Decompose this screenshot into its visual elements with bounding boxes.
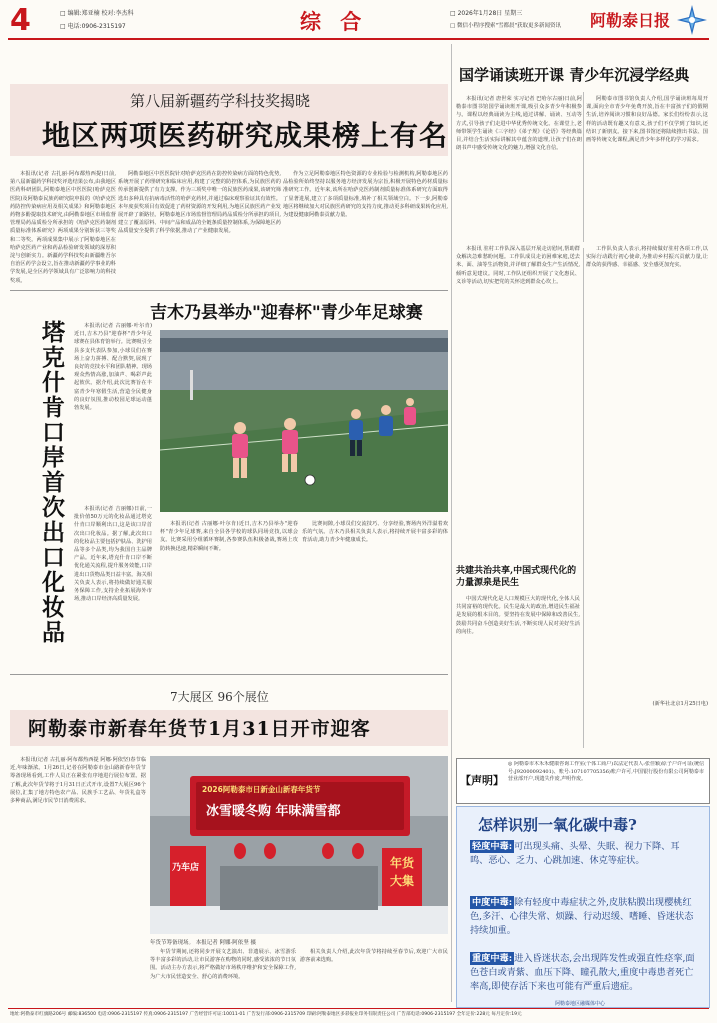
article-1-col1: 本报讯(记者 古扎丽·阿布都热西提)日前,第八届新疆药学科技奖评选结果公布,由我地区医药科研团队,阿勒泰地区中医医院(哈萨克医医院)及阿勒泰民族药研究院申报的《哈萨克医药防控传染病应用及相关成果》和阿勒泰地区药物多酚提取技术研究,由阿勒泰地区市场监督管理局药品质检分所承担的《哈萨克医药制剂质量标准体系研究》两项成果分别斩获三等奖和二等奖。两项成果集中展示了阿勒泰地区在哈萨克医药产业和药品检验研发领域的深厚积淀与创新实力。新疆药学科技奖由新疆维吾尔自治区药学会设立,旨在推动新疆药学事业的科学发展,是全区药学领域具有广泛影响力的科技奖项。: [10, 171, 116, 284]
market-banner-line1: 2026阿勒泰市日新金山新春年货节: [202, 785, 321, 794]
market-photo: [150, 756, 448, 934]
psa-item-3-text: 进入昏迷状态,会出现阵发性或强直性痉挛,面色苍白或青紫、血压下降、瞳孔散大,重度中毒患者死亡率高,即使存活下来也可能有严重后遗症。: [470, 953, 695, 992]
page-header: [0, 0, 717, 40]
psa-item-2: [470, 896, 696, 938]
market-sign-right-1: 年货: [390, 856, 415, 870]
market-photo-caption: 年货节筹备现场。 本报记者 阿娜·阿依坚 摄: [150, 940, 256, 946]
football-photo: [160, 330, 448, 512]
article-6-source: (新华社北京1月25日电): [652, 701, 708, 707]
phone-line: □ 电话:0906-2315197: [60, 23, 126, 30]
psa-footer: 阿勒泰地区融媒体中心: [555, 1001, 606, 1007]
article-1-headline: 地区两项医药研究成果榜上有名: [42, 119, 449, 152]
article-3-col1: 本报讯(记者 古丽娜·叶尔肯)近日,吉木乃县举办"迎春杯"青少年足球赛,来自全县各学校的球队同场竞技,以球会友。比赛采用分组循环赛制,各参赛队伍积极备战,赛场上攻防转换迅速,精彩瞬间不断。: [160, 521, 298, 552]
psa-item-3: [470, 952, 696, 994]
psa-item-2-text: 除有轻度中毒症状之外,皮肤粘膜出现樱桃红色,多汗、心律失常、烦躁、行动迟缓、嗜睡、昏迷状态持续加重。: [470, 897, 694, 936]
article-1-kicker: 第八届新疆药学科技奖揭晓: [130, 92, 311, 110]
market-banner-line2: 冰雪暖冬购 年味满雪都: [206, 804, 341, 819]
article-2-col2: 阿勒泰市图书馆负责人介绍,国学诵读班每周开课,面向全市青少年免费开放,旨在丰富孩子们的假期生活,培养阅读习惯和良好品德。家长们纷纷表示,这样的活动既有趣又有意义,孩子们不仅学到了知识,还结识了新朋友。接下来,图书馆还将陆续推出书法、国画等传统文化课程,满足青少年多样化的学习需求。: [586, 96, 708, 144]
notice-text: ◎ 阿勒泰市木禾禾健康咨询工作室(个体工商户)以法定代表人:张佳颖)原子户许可证(统信号:J92000092401)、账号:107107705356)账户许可,中国银行股份有限公司阿勒泰市营业部开户,现遗失作废,声明作废。: [508, 761, 704, 782]
article-7-col3: 相关负责人介绍,此次年货节将持续至春节后,欢迎广大市民游客前来选购。: [300, 949, 448, 964]
article-6-text: 中国式现代化是人口规模巨大的现代化,全体人民共同富裕的现代化。民生是最大的政治,增进民生福祉是发展的根本目的。要坚持在发展中保障和改善民生,鼓励共同奋斗创造美好生活,不断实现人民对美好生活的向往。: [456, 596, 580, 635]
article-2-headline: 国学诵读班开课 青少年沉浸学经典: [459, 66, 690, 84]
article-1-col3: 作为立足阿勒泰地区特色资源的专业检验与检测机构,阿勒泰地区药品检验所始终坚持以服务地方经济发展为宗旨,积极开展特色药材质量标准研究工作。近年来,该所在哈萨克医药制剂质量标准体系研究方面取得了显著进展,建立了多项质量标准,填补了相关领域空白。下一步,阿勒泰地区将继续加大对民族医药研究的支持力度,推动更多科研成果转化应用,为建设健康阿勒泰贡献力量。: [283, 171, 448, 219]
paper-logo-icon: [676, 4, 708, 36]
footer-info: 地址:阿勒泰市红旗路206号 邮编:836500 电话:0906-2315197 传真:0906-2315197 广告经营许可证:10011-01 广告发行部:0906-2315709 印刷:阿勒泰地区多彩报业印务有限责任公司 广告部电话:0906-2315197 全年定价:228元 每月定价:19元: [10, 1012, 522, 1017]
page-number: 4: [10, 3, 31, 38]
psa-item-3-label: 重度中毒:: [472, 953, 513, 964]
market-sign-left: 乃车店: [172, 863, 200, 873]
psa-item-1-text: 可出现头痛、头晕、失眠、视力下降、耳鸣、恶心、乏力、心跳加速、休克等症状。: [470, 841, 680, 866]
psa-item-1: [470, 840, 696, 868]
date-line: □ 2026年1月28日 星期三: [450, 10, 523, 17]
psa-title: 怎样识别一氧化碳中毒?: [478, 816, 637, 834]
article-7-headline: 阿勒泰市新春年货节1月31日开市迎客: [28, 718, 371, 740]
market-sign-right-2: 大集: [390, 874, 415, 888]
article-1-col2: 阿勒泰地区中医医院针对哈萨克医药在防控传染病方面的特色优势,系统开展了药理研究和临床应用,构建了完整的防控体系,为民族医药的传承创新提供了有力支撑。作为三项奖中唯一的民族医药成果,该研究筛选出多种具有抗病毒活性的哈萨克药材,并通过临床观察验证其有效性。本年度获奖项目有效促进了药材资源的开发利用,为地区民族医药产业发展开辟了新路径。阿勒泰地区市场监督管理局药品质检分所承担的项目,建立了覆盖原料、中间产品和成品的全链条质量控制体系,为保障地区药品质量安全提供了科学依据,推动了产业健康发展。: [118, 171, 281, 235]
article-7-col2: 年货节期间,还将同步开展文艺演出、非遗展示、冰雪游乐等丰富多彩的活动,让市民游客在购物的同时,感受浓浓的节日氛围。活动主办方表示,将严格做好市场秩序维护和安全保障工作,为广大市民营造安全、舒心的消费环境。: [150, 949, 296, 980]
notice-title: 【声明】: [460, 774, 504, 787]
article-5-col1: 本报讯 驻村工作队深入基层开展走访慰问,帮助群众解决急难愁盼问题。工作队成员走访困难家庭,送去米、面、油等生活物资,并详细了解群众生产生活情况,倾听意见建议。同时,工作队还组织开展了文化惠民、义诊等活动,切实把党的关怀送到群众心坎上。: [456, 246, 580, 285]
article-2-col1: 本报讯(记者 唐世荣 实习记者 巴哈尔古丽)日前,阿勒泰市图书馆国学诵读班开课,吸引众多青少年积极参与。课程以经典诵读为主线,通过讲解、诵读、互动等方式,引导孩子们走进中华优秀传统文化。在课堂上,老师带领学生诵读《三字经》《弟子规》《论语》等经典篇目,并结合生活实际讲解其中蕴含的道理,让孩子们在朗朗书声中感受传统文化的魅力,增强文化自信。: [456, 96, 582, 152]
editor-line: □ 编辑:郑亚楠 校对:李杰科: [60, 10, 134, 17]
article-5-col2: 工作队负责人表示,将持续做好驻村各项工作,以实际行动践行初心使命,为推动乡村振兴贡献力量,让群众的获得感、幸福感、安全感更加充实。: [586, 246, 708, 269]
wechat-line: □ 微信小程序搜索"雪都晨"获取更多新闻资讯: [450, 23, 562, 29]
psa-item-1-label: 轻度中毒:: [472, 841, 513, 852]
article-4-text: 本报讯(记者 吉丽娜)日前,一批价值50万元的化妆品通过塔克什肯口岸顺利出口,这是该口岸首次出口化妆品。据了解,此次出口的化妆品主要包括护肤品、洗护用品等多个品类,均为我国自主品牌产品。近年来,塔克什肯口岸不断优化通关流程,提升服务效能,口岸进出口货物品类日益丰富。海关相关负责人表示,将持续做好通关服务保障工作,支持企业拓展海外市场,推动口岸经济高质量发展。: [74, 506, 152, 603]
article-7-col1: 本报讯(记者 古扎丽·阿布都热西提 阿娜·阿依坚)春节临近,年味渐浓。1月26日,记者在阿勒泰市金山路新春年货节筹备现场看到,工作人员正在紧张有序地进行展位布置。据了解,此次年货节将于1月31日正式开市,设置7大展区96个展位,汇集了地方特色农产品、民族手工艺品、年货礼盒等多种商品,满足市民节日消费需求。: [10, 757, 146, 805]
article-3-col2: 比赛间隙,小球员们交流技巧、分享经验,赛场内外洋溢着欢乐的气氛。吉木乃县相关负责人表示,将持续开展丰富多彩的体育活动,助力青少年健康成长。: [302, 521, 448, 544]
article-3-headline: 吉木乃县举办"迎春杯"青少年足球赛: [150, 303, 423, 323]
section-title: 综 合: [300, 9, 368, 34]
psa-item-2-label: 中度中毒:: [472, 897, 513, 908]
article-6-headline: 共建共治共享,中国式现代化的力量源泉是民生: [456, 566, 577, 588]
article-7-kicker: 7大展区 96个展位: [170, 690, 269, 704]
article-4-headline: 塔克什肯口岸首次出口化妆品: [38, 320, 65, 645]
article-3-sidebar: 本报讯(记者 古丽娜·叶尔肯)近日,吉木乃县"迎春杯"青少年足球赛在县体育馆举行。比赛吸引全县多支代表队参加,小球员们在赛场上奋力拼搏、配合默契,展现了良好的竞技水平和团队精神。现场观众热情高涨,加油声、喝彩声此起彼伏。据介绍,此次比赛旨在丰富青少年寒假生活,营造全民健身的良好氛围,推动校园足球运动蓬勃发展。: [74, 323, 152, 412]
paper-name: 阿勒泰日报: [590, 11, 671, 30]
